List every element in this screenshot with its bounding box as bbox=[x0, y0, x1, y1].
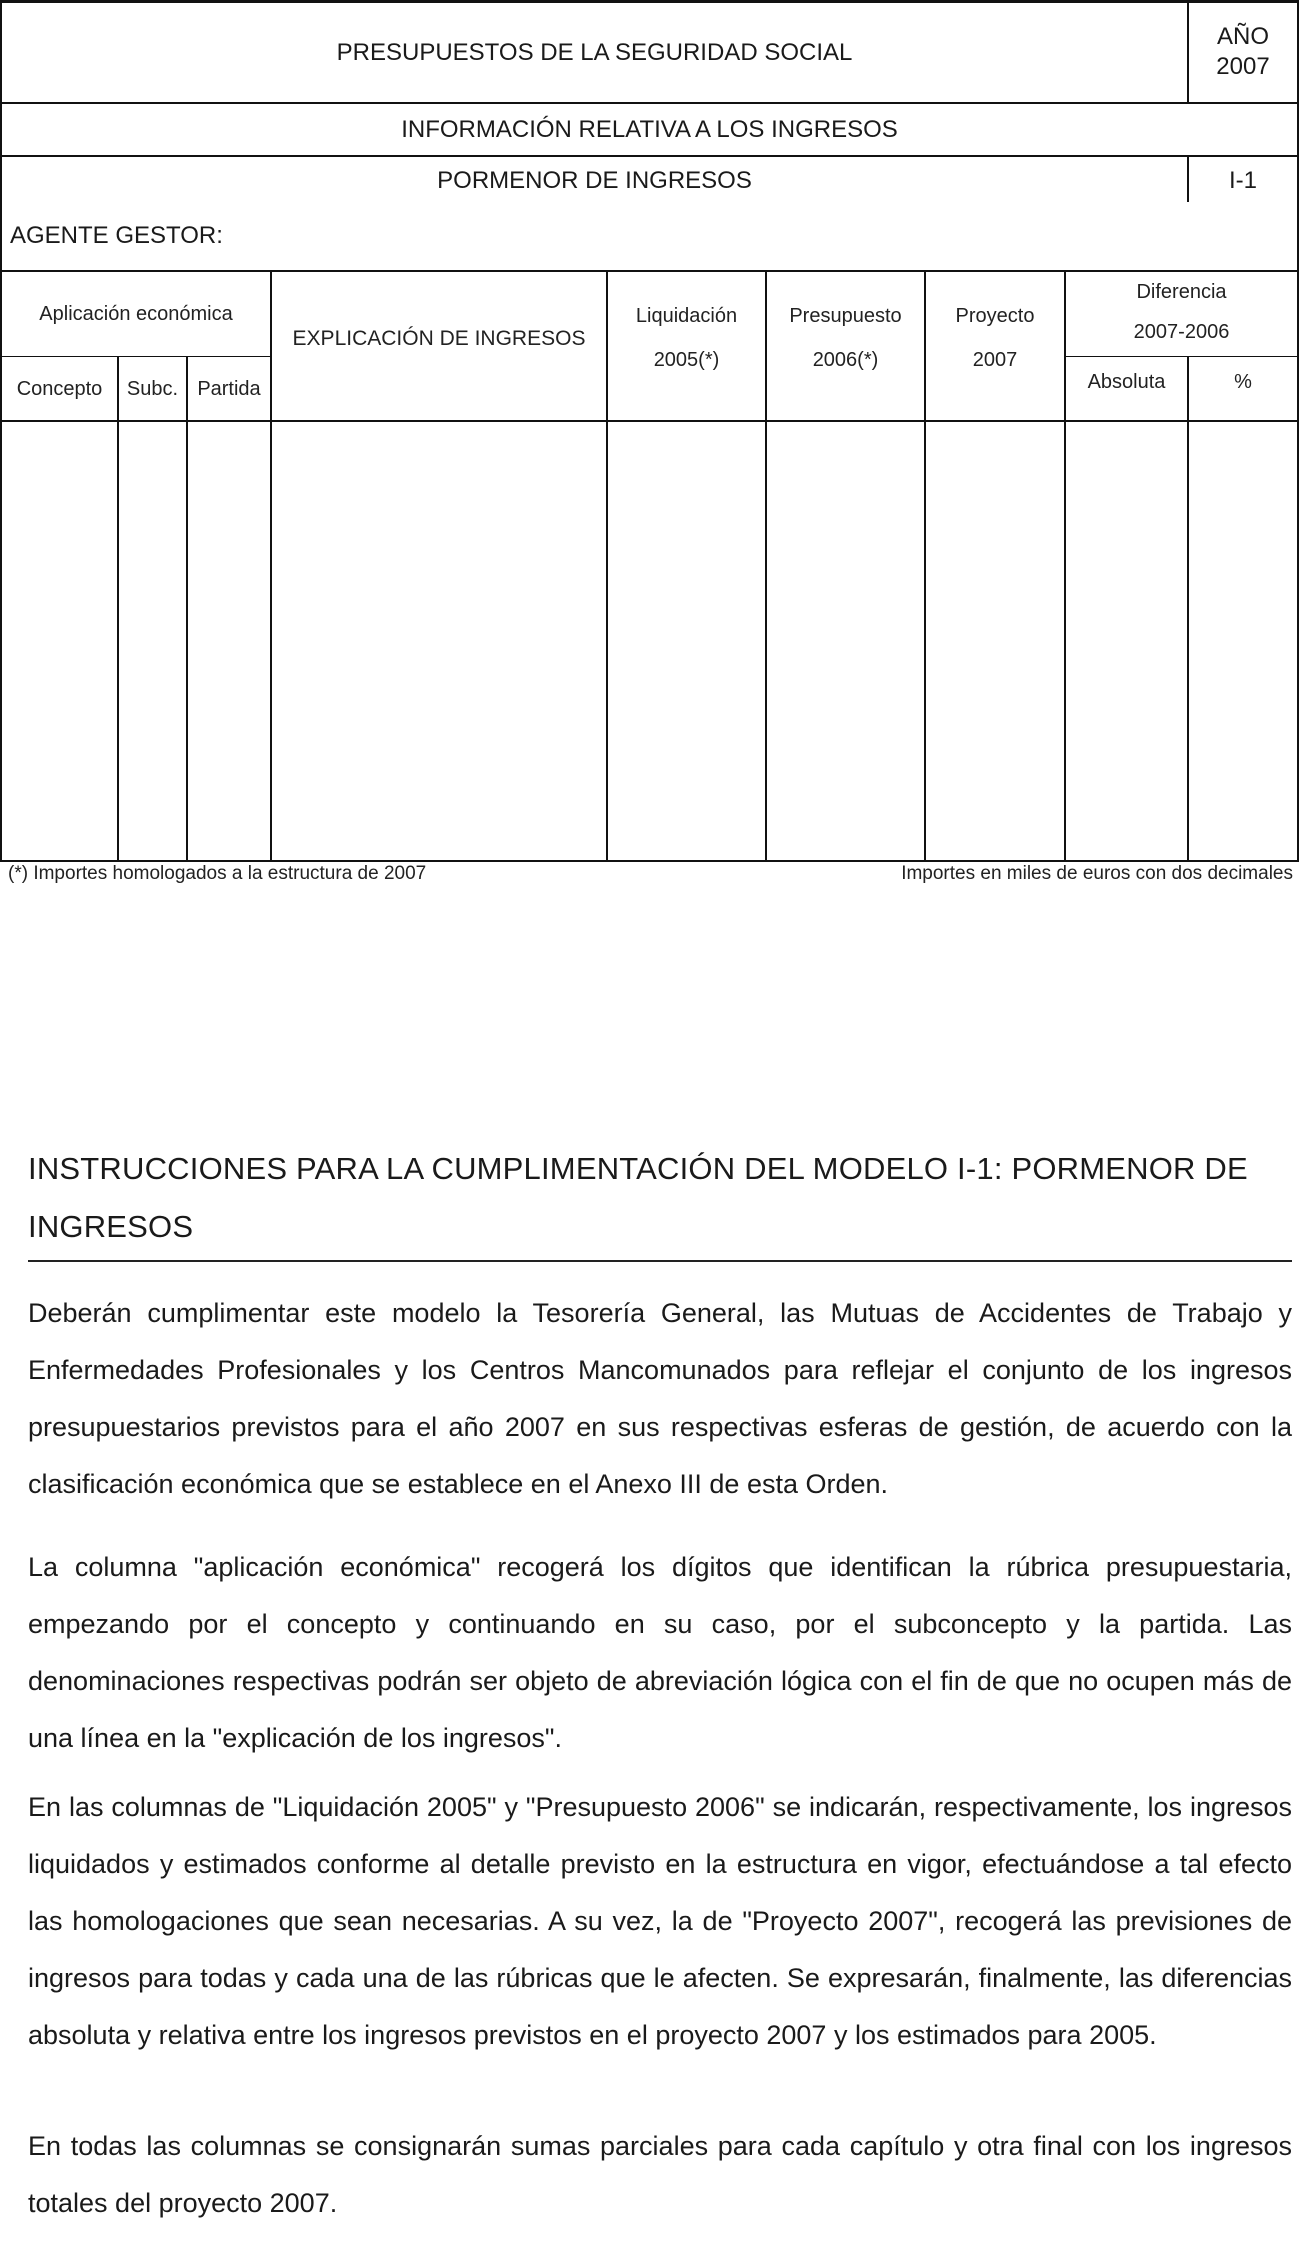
col-absoluta: Absoluta bbox=[1087, 371, 1166, 393]
col-aplicacion: Aplicación económica bbox=[39, 303, 233, 325]
col-presupuesto: Presupuesto bbox=[789, 305, 902, 327]
border-h4 bbox=[0, 420, 1299, 422]
year-label: AÑO bbox=[1216, 23, 1269, 51]
col-diferencia-range: 2007-2006 bbox=[1133, 321, 1230, 343]
agent-label: AGENTE GESTOR: bbox=[10, 221, 223, 249]
border-bottom bbox=[0, 860, 1299, 862]
instructions-title: INSTRUCCIONES PARA LA CUMPLIMENTACIÓN DEL MODELO I-1: PORMENOR DE INGRESOS bbox=[28, 1151, 1248, 1244]
form-title: PRESUPUESTOS DE LA SEGURIDAD SOCIAL bbox=[336, 38, 853, 66]
col-diferencia: Diferencia bbox=[1136, 281, 1227, 303]
col-presupuesto-year: 2006(*) bbox=[812, 349, 879, 371]
col-proyecto-year: 2007 bbox=[972, 349, 1018, 371]
col-liquidacion-year: 2005(*) bbox=[653, 349, 720, 371]
form-i1 bbox=[0, 0, 1299, 862]
footnote-right: Importes en miles de euros con dos decimales bbox=[901, 863, 1293, 884]
col-line-concepto bbox=[117, 356, 119, 862]
instructions-paragraph-2: La columna "aplicación económica" recogerá los dígitos que identifican la rúbrica presupuestaria, empezando por el concepto y continuando en su caso, por el subconcepto y la partida. Las denominaciones respectivas podrán ser objeto de abreviación lógica con el fin de que no ocupen más de una línea en la "explicación de los ingresos". bbox=[28, 1552, 1292, 1753]
col-subc: Subc. bbox=[126, 377, 179, 400]
col-partida: Partida bbox=[197, 377, 261, 400]
col-line-absoluta bbox=[1187, 356, 1189, 862]
footnote-left: (*) Importes homologados a la estructura de 2007 bbox=[8, 863, 427, 884]
model-code: I-1 bbox=[1228, 167, 1257, 195]
instructions-paragraph-1: Deberán cumplimentar este modelo la Tesorería General, las Mutuas de Accidentes de Trabajo y Enfermedades Profesionales y los Centros Mancomunados para reflejar el conjunto de los ingresos presupuestarios previstos para el año 2007 en sus respectivas esferas de gestión, de acuerdo con la clasificación económica que se establece en el Anexo III de esta Orden. bbox=[28, 1298, 1292, 1499]
detail-title: PORMENOR DE INGRESOS bbox=[437, 167, 752, 195]
col-line-subc bbox=[186, 356, 188, 862]
col-proyecto: Proyecto bbox=[955, 305, 1035, 327]
instructions-divider bbox=[28, 1260, 1292, 1262]
instructions-paragraph-3: En las columnas de "Liquidación 2005" y "Presupuesto 2006" se indicarán, respectivamente, los ingresos liquidados y estimados conforme al detalle previsto en la estructura en vigor, efectuándose a tal efecto las homologaciones que sean necesarias. A su vez, la de "Proyecto 2007", recogerá las previsiones de ingresos para todas y cada una de las rúbricas que le afecten. Se expresarán, finalmente, las diferencias absoluta y relativa entre los ingresos previstos en el proyecto 2007 y los estimados para 2005. bbox=[28, 1792, 1292, 2050]
col-concepto: Concepto bbox=[16, 377, 103, 400]
instructions-paragraph-4: En todas las columnas se consignarán sumas parciales para cada capítulo y otra final con los ingresos totales del proyecto 2007. bbox=[28, 2131, 1292, 2218]
year-value: 2007 bbox=[1216, 53, 1270, 81]
info-title: INFORMACIÓN RELATIVA A LOS INGRESOS bbox=[401, 115, 898, 143]
col-liquidacion: Liquidación bbox=[635, 305, 738, 327]
col-explicacion: EXPLICACIÓN DE INGRESOS bbox=[292, 327, 586, 351]
col-percent: % bbox=[1234, 371, 1252, 393]
